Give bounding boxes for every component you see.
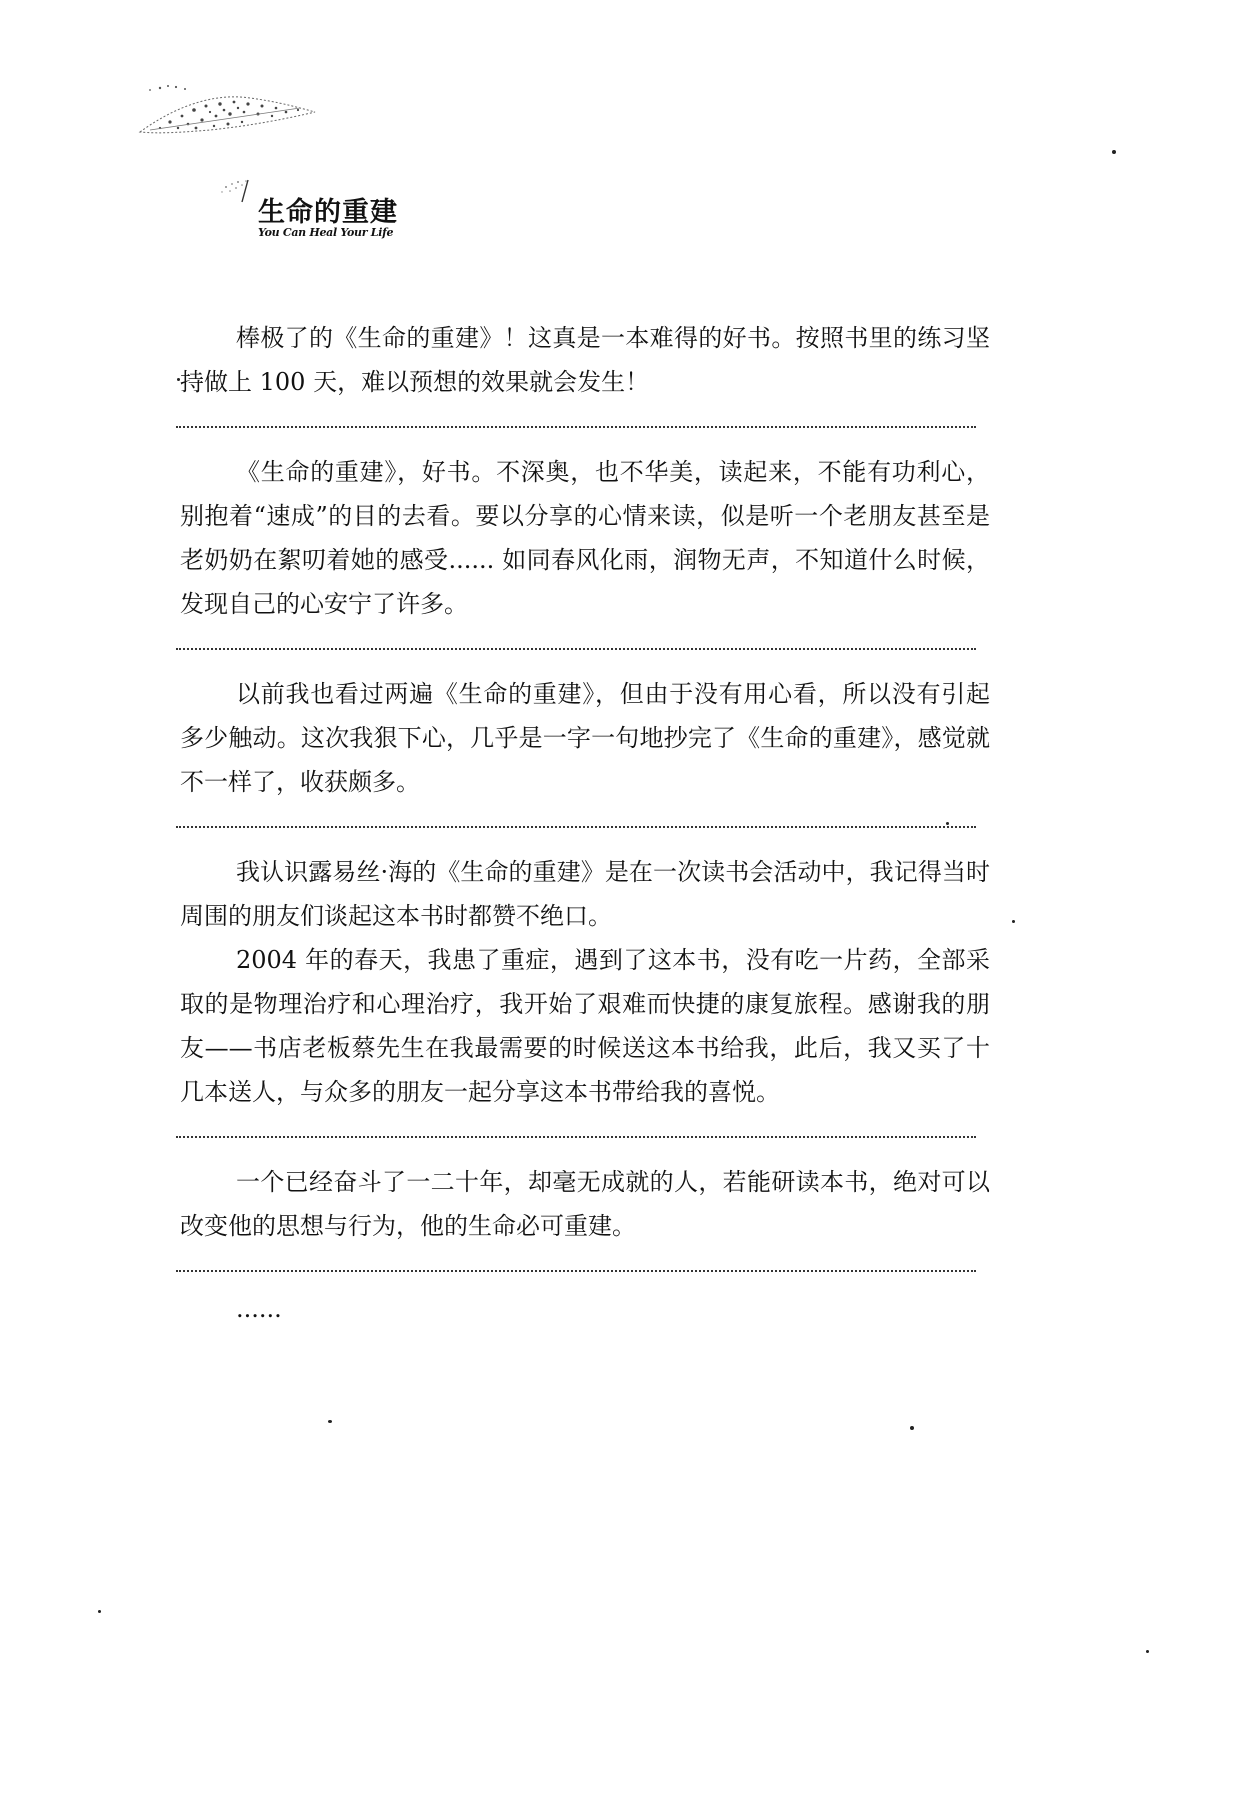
- scan-speck: [177, 378, 180, 381]
- scan-speck: [1146, 1650, 1149, 1653]
- dotted-divider: [176, 826, 976, 828]
- testimonial-entry: [180, 316, 990, 404]
- dotted-divider: [176, 1136, 976, 1138]
- scan-speck: [328, 1420, 332, 1423]
- dotted-divider: [176, 426, 976, 428]
- feather-icon: [200, 178, 250, 208]
- testimonials: [180, 316, 990, 1324]
- testimonial-entry: [180, 672, 990, 804]
- scan-speck: [946, 822, 949, 825]
- dotted-divider: [176, 1270, 976, 1272]
- testimonial-paragraph: 2004 年的春天，我患了重症，遇到了这本书，没有吃一片药，全部采取的是物理治疗和心理治疗，我开始了艰难而快捷的康复旅程。感谢我的朋友——书店老板蔡先生在我最需要的时候送这本书给我，此后，我又买了十几本送人，与众多的朋友一起分享这本书带给我的喜悦。: [180, 946, 990, 1106]
- testimonial-paragraph: 我认识露易丝·海的《生命的重建》是在一次读书会活动中，我记得当时周围的朋友们谈起这本书时都赞不绝口。: [180, 858, 990, 930]
- closing-ellipsis: ......: [236, 1295, 282, 1323]
- testimonial-paragraph: 以前我也看过两遍《生命的重建》，但由于没有用心看，所以没有引起多少触动。这次我狠下心，几乎是一字一句地抄完了《生命的重建》，感觉就不一样了，收获颇多。: [180, 680, 990, 796]
- testimonial-paragraph: 棒极了的《生命的重建》！这真是一本难得的好书。按照书里的练习坚持做上 100 天，难以预想的效果就会发生！: [180, 324, 990, 396]
- dotted-divider: [176, 648, 976, 650]
- testimonial-entry: [180, 1160, 990, 1248]
- scan-speck: [1112, 150, 1116, 154]
- book-subtitle: You Can Heal Your Life: [258, 226, 394, 239]
- scan-speck: [910, 1426, 914, 1430]
- testimonial-paragraph: 一个已经奋斗了一二十年，却毫无成就的人，若能研读本书，绝对可以改变他的思想与行为，他的生命必可重建。: [180, 1168, 990, 1240]
- leaf-ornament-icon: [130, 80, 320, 150]
- testimonial-entry: [180, 450, 990, 626]
- scan-speck: [1012, 920, 1015, 923]
- book-title: 生命的重建: [258, 197, 398, 228]
- testimonial-paragraph: 《生命的重建》，好书。不深奥，也不华美，读起来，不能有功利心，别抱着“速成”的目的去看。要以分享的心情来读，似是听一个老朋友甚至是老奶奶在絮叨着她的感受...... 如同春风化雨，润物无声，不知道什么时候，发现自己的心安宁了许多。: [180, 458, 990, 618]
- scan-speck: [98, 1610, 101, 1613]
- testimonial-entry: [180, 850, 990, 1114]
